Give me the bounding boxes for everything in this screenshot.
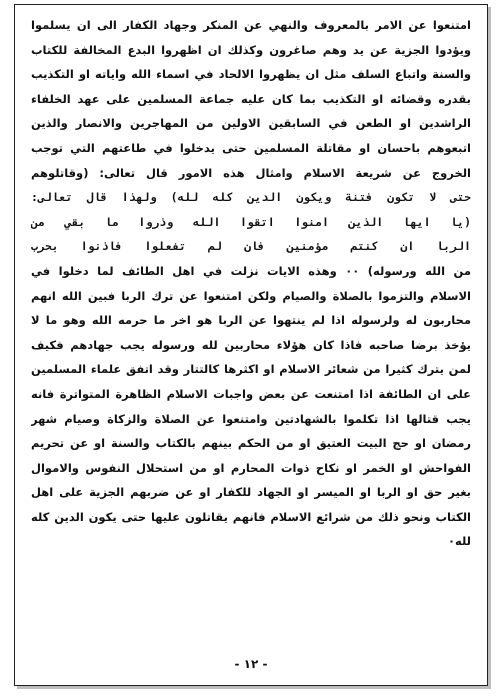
body-text xyxy=(31,13,471,554)
text-line: اتبعوهم باحسان او مقاتلة المسلمين حتى يدخلوا في طاعتهم التي توجب xyxy=(31,140,471,155)
text-line: الراشدين او الطعن في السابقين الاولين من المهاجرين والانصار والذين xyxy=(31,116,471,131)
text-line: بغير حق او الربا او الميسر او الجهاد للكفار او عن ضربهم الجزية على اهل xyxy=(31,485,471,500)
text-line: يؤخذ برضا صاحبه فاذا كان هؤلاء محاربين لله ورسوله يجب جهادهم فكيف xyxy=(31,337,471,352)
text-line: والسنة واتباع السلف مثل ان يظهروا الالحاد في اسماء الله واياته او التكذيب xyxy=(31,67,471,82)
quran-quote-line: (يا ايها الذين امنوا اتقوا الله وذروا ما بقي من xyxy=(31,214,471,229)
quran-quote-line: الربا ان كنتم مؤمنين فان لم تفعلوا فاذنوا بحرب xyxy=(31,239,471,254)
text-line: على ان الطائفة اذا امتنعت عن بعض واجبات الاسلام الظاهرة المتواترة فانه xyxy=(31,386,471,401)
quran-quote-line: حتى لا تكون فتنة ويكون الدين كله لله) ولهذا قال تعالى: xyxy=(31,190,471,205)
text-line: من الله ورسوله) ٠٠ وهذه الايات نزلت في اهل الطائف لما دخلوا في xyxy=(31,263,471,278)
document-page xyxy=(14,4,488,686)
text-line: الكتاب ونحو ذلك من شرائع الاسلام فانهم يقاتلون عليها حتى يكون الدين كله xyxy=(31,509,471,524)
page-number: - ١٢ - xyxy=(234,657,268,671)
text-line: الفواحش او الخمر او نكاح ذوات المحارم او من استحلال النفوس والاموال xyxy=(31,460,471,475)
text-line: يجب قتالها اذا تكلموا بالشهادتين وامتنعوا عن الصلاة والزكاة وصيام شهر xyxy=(31,411,471,426)
text-line: محاربون له ولرسوله اذا لم ينتهوا عن الربا هو اخر ما حرمه الله وهو ما لا xyxy=(31,313,471,328)
text-line: الخروج عن شريعة الاسلام وامثال هذه الامور قال تعالى: (وقاتلوهم xyxy=(31,165,471,180)
text-line: لله٠ xyxy=(447,534,471,549)
text-line: الاسلام والتزموا بالصلاة والصيام ولكن امتنعوا عن ترك الربا فبين الله انهم xyxy=(31,288,471,303)
text-line: رمضان او حج البيت العتيق او من الحكم بينهم بالكتاب والسنة او عن تحريم xyxy=(31,436,471,451)
text-line: بقدره وقضائه او التكذيب بما كان عليه جماعة المسلمين على عهد الخلفاء xyxy=(31,91,471,106)
text-line: امتنعوا عن الامر بالمعروف والنهي عن المنكر وجهاد الكفار الى ان يسلموا xyxy=(31,18,471,32)
text-line: ويؤدوا الجزية عن يد وهم صاغرون وكذلك ان اظهروا البدع المخالفة للكتاب xyxy=(31,42,471,57)
text-line: لمن يترك كثيرا من شعائر الاسلام او اكثرها كالتتار وقد اتفق علماء المسلمين xyxy=(31,362,471,377)
